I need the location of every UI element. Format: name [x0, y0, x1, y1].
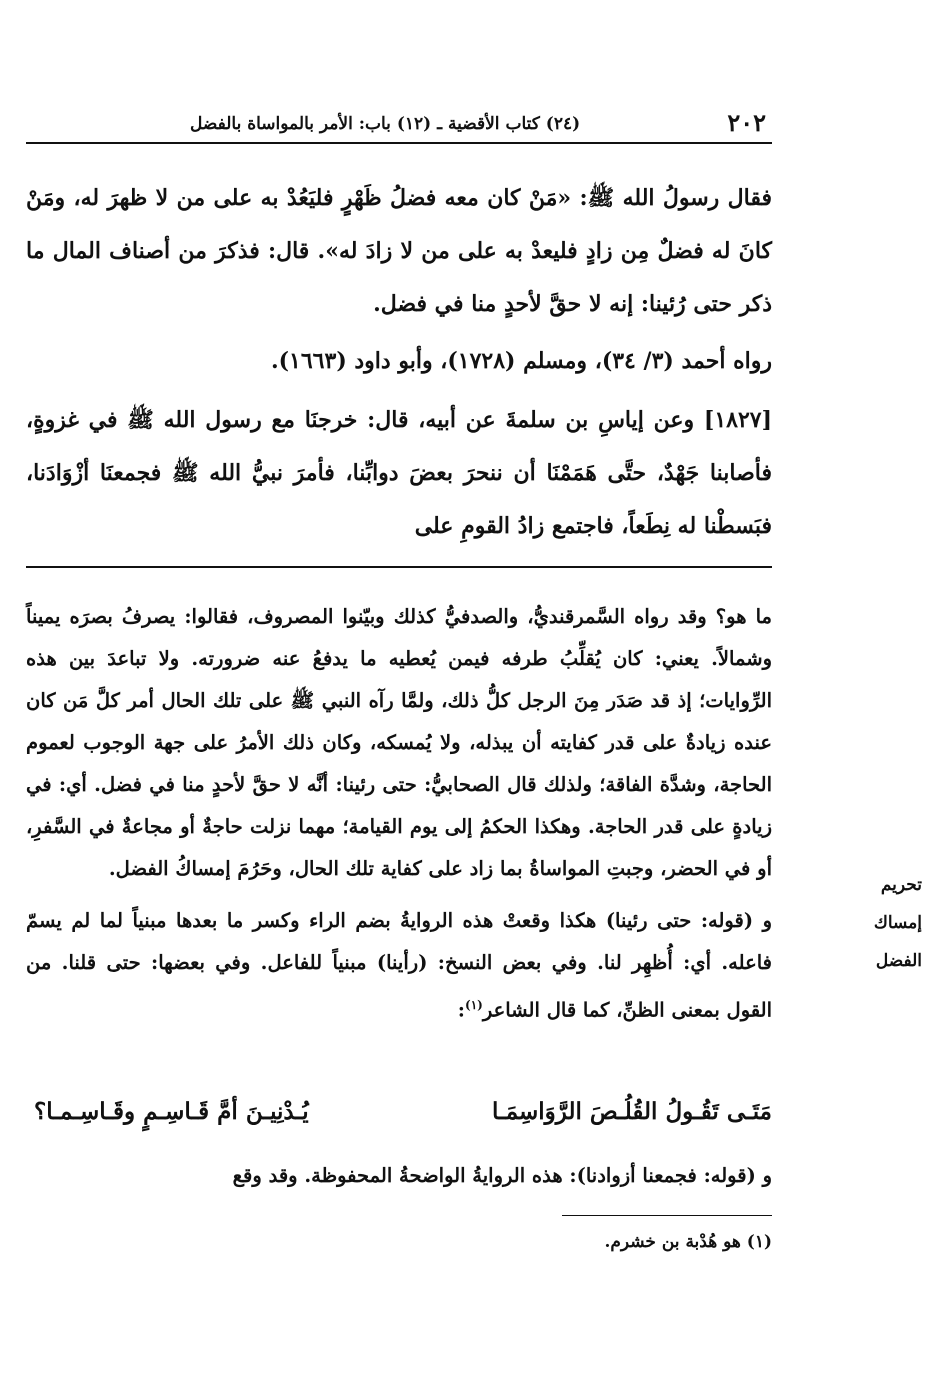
- footnote: (١) هو هُدْبة بن خشرم.: [604, 1232, 772, 1252]
- margin-note-line-2: الفضل: [875, 951, 922, 971]
- margin-note: [828, 866, 922, 980]
- hadith-text: فقال رسولُ الله ﷺ: «مَنْ كان معه فضلُ ظَهْرٍ فليَعُدْ به على من لا ظهرَ له، ومَنْ كانَ له فضلٌ مِن زادٍ فليعدْ به على من لا زادَ له». قال: فذكرَ من أصناف المال ما ذكر حتى رُئينا: إنه لا حقَّ لأحدٍ منا في فضل.: [26, 185, 772, 317]
- commentary-paragraph-2-end: :: [457, 998, 465, 1022]
- section-divider: [26, 566, 772, 568]
- page-number: ٢٠٢: [727, 108, 766, 137]
- next-hadith-text: [١٨٢٧] وعن إياسِ بن سلمةَ عن أبيه، قال: خرجنَا مع رسول الله ﷺ في غزوةٍ، فأصابنا جَهْدٌ، حتَّى هَمَمْنَا أن ننحرَ بعضَ دوابِّنا، فأمرَ نبيُّ الله ﷺ فجمعنَا أزْوَادَنا، فبَسطْنا له نِطَعاً، فاجتمع زادُ القومِ على: [26, 407, 772, 539]
- commentary-paragraph-2-text: و (قوله: حتى رئينا) هكذا وقعتْ هذه الروايةُ بضم الراء وكسر ما بعدها مبنياً لما لم يسمّ فاعله. أي: أُظهِر لنا. وفي بعض النسخ: (رأينا) مبنياً للفاعل. وفي بعضها: حتى قلنا. من القول بمعنى الظنِّ، كما قال الشاعر: [26, 909, 772, 1022]
- commentary-paragraph-3: و (قوله: فجمعنا أزوادنا): هذه الروايةُ الواضحةُ المحفوظة. وقد وقع: [232, 1164, 772, 1187]
- verse-hemistich-1: مَتَـى تَقُـولُ القُلُـصَ الرَّوَاسِمَـا: [491, 1098, 772, 1125]
- hadith-section: [26, 172, 772, 553]
- verse-hemistich-2: يُـدْنِيـنَ أمَّ قَـاسِـمٍ وقَـاسِـمـا؟: [34, 1098, 309, 1125]
- poetry-verse: [26, 1098, 772, 1142]
- hadith-source: رواه أحمد (٣/ ٣٤)، ومسلم (١٧٢٨)، وأبو داود (١٦٦٣).: [270, 348, 772, 374]
- header-rule: [26, 142, 772, 144]
- commentary-paragraph-2: [26, 900, 772, 1032]
- footnote-rule: [562, 1215, 772, 1216]
- page-header: [30, 108, 772, 142]
- footnote-marker: (١): [465, 998, 483, 1012]
- commentary-paragraph-3-block: [26, 1155, 772, 1197]
- running-title: (٢٤) كتاب الأقضية ـ (١٢) باب: الأمر بالمواساة بالفضل: [190, 114, 581, 134]
- commentary-section: [26, 596, 772, 1032]
- margin-note-line-1: تحريم إمساك: [873, 875, 922, 933]
- commentary-paragraph-1: ما هو؟ وقد رواه السَّمرقنديُّ، والصدفيُّ كذلك وبيّنوا المصروف، فقالوا: يصرفُ بصرَه يميناً وشمالاً. يعني: كان يُقلِّبُ طرفه فيمن يُعطيه ما يدفعُ عنه ضرورته. ولا تباعدَ بين هذه الرِّوايات؛ إذ قد صَدَر مِنَ الرجل كلُّ ذلك، ولمَّا رآه النبي ﷺ على تلك الحال أمر كلَّ مَن كان عنده زيادةٌ على قدر كفايته أن يبذله، ولا يُمسكه، وكان ذلك الأمرُ على جهة الوجوب لعموم الحاجة، وشدَّة الفاقة؛ ولذلك قال الصحابيُّ: حتى رئينا: أنَّه لا حقَّ لأحدٍ منا في فضل. أي: في زيادةٍ على قدر الحاجة. وهكذا الحكمُ إلى يوم القيامة؛ مهما نزلت حاجةٌ أو مجاعةٌ في السَّفرِ، أو في الحضر، وجبتِ المواساةُ بما زاد على كفاية تلك الحال، وحَرُمَ إمساكُ الفضل.: [26, 605, 772, 880]
